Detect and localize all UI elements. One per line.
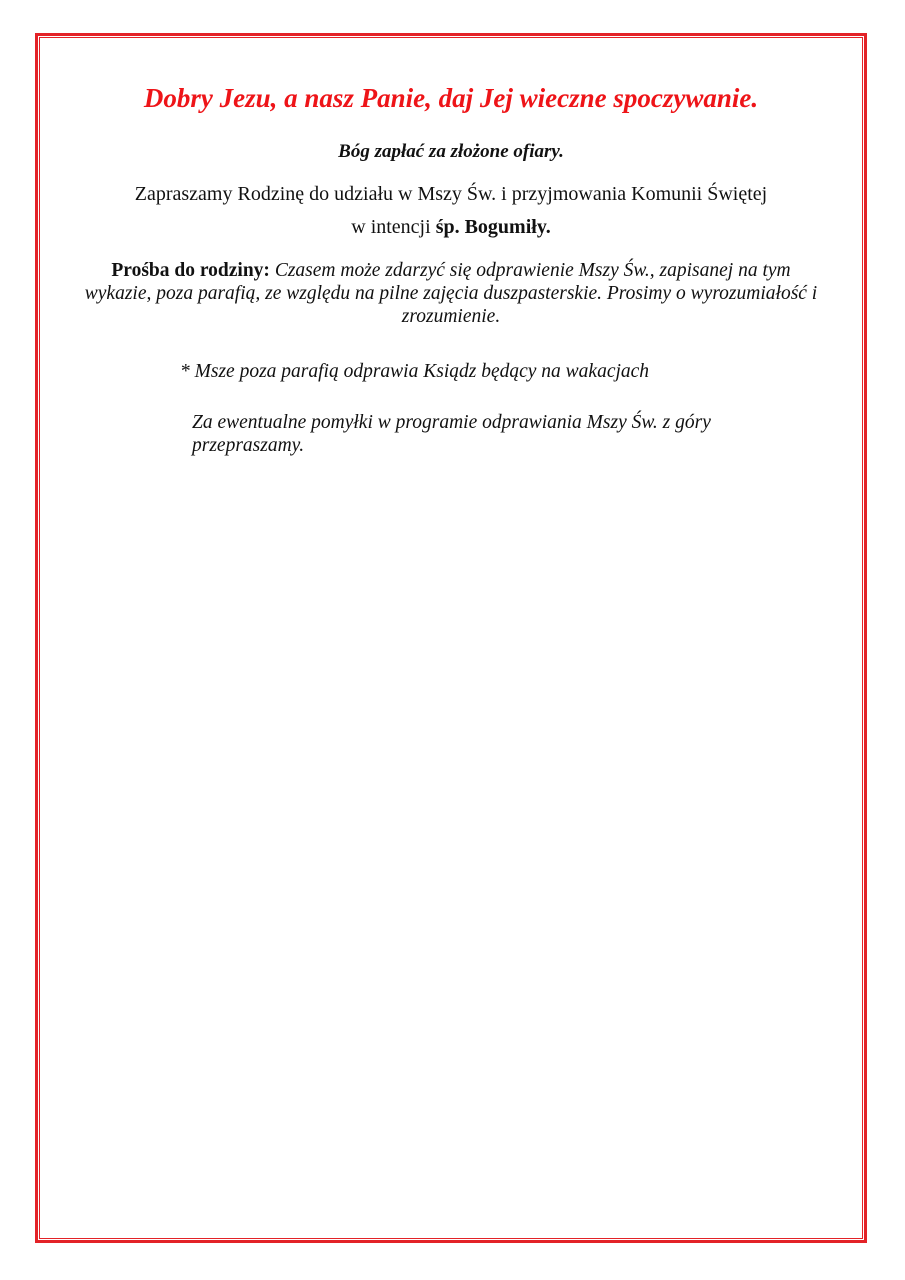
document-heading: Dobry Jezu, a nasz Panie, daj Jej wieczne spoczywanie.: [143, 83, 759, 113]
intention-line: [80, 216, 822, 239]
request-text: Czasem może zdarzyć się odprawienie Mszy Św., zapisanej na tym wykazie, poza parafią, ze względu na pilne zajęcia duszpasterskie. Prosimy o wyrozumiałość i zrozumienie.: [84, 260, 818, 327]
intention-prefix: w intencji: [351, 216, 436, 238]
document-page: [39, 37, 863, 1239]
request-paragraph: [80, 259, 822, 328]
invitation-line: Zapraszamy Rodzinę do udziału w Mszy Św. i przyjmowania Komunii Świętej: [134, 183, 768, 205]
note-line: * Msze poza parafią odprawia Ksiądz będący na wakacjach: [180, 361, 650, 382]
intention-name: śp. Bogumiły.: [435, 216, 551, 238]
request-label: Prośba do rodziny:: [111, 260, 275, 281]
apology-line: Za ewentualne pomyłki w programie odprawiania Mszy Św. z góry przepraszamy.: [192, 412, 711, 456]
page-border-frame: [35, 33, 867, 1243]
thanks-line: Bóg zapłać za złożone ofiary.: [338, 141, 564, 162]
